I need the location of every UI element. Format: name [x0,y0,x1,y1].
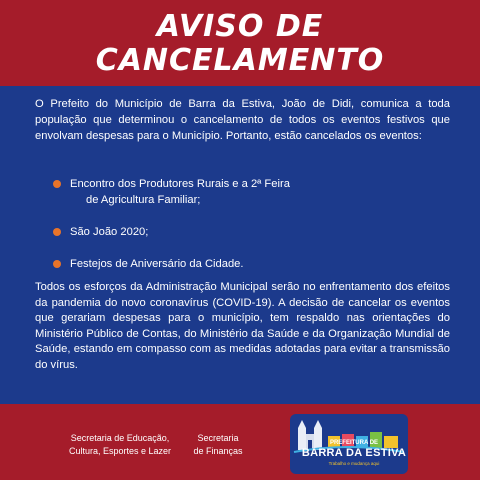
secretaria-educacao-line-1: Secretaria de Educação, [70,433,170,443]
secretaria-educacao-line-2: Cultura, Esportes e Lazer [68,446,172,456]
event-item-2-text: São João 2020; [70,226,149,238]
intro-paragraph: O Prefeito do Município de Barra da Estiva, João de Didi, comunica a toda população que determinou o cancelamento de todos os eventos festivos que envolvam despesas para o Município. Portanto, estão cancelados os eventos: [35,98,450,142]
event-item-2 [70,224,148,240]
logo-name-line-1: PREFEITURA DE [329,440,379,446]
logo-tagline: Trabalho e mudança aqui [328,461,380,466]
secretaria-educacao [60,432,180,458]
secretaria-financas-line-2: de Finanças [193,446,243,456]
event-item-1-continuation: de Agricultura Familiar; [86,194,201,206]
logo-name-line-2: BARRA DA ESTIVA [301,447,407,459]
event-item-3 [70,256,244,272]
title-line-1: AVISO DE [156,9,324,44]
event-item-1 [70,176,290,192]
header-band [0,0,480,86]
secretaria-financas-line-1: Secretaria [197,433,239,443]
event-item-3-text: Festejos de Aniversário da Cidade. [70,258,244,270]
bullet-icon [53,228,61,236]
secretaria-financas [188,432,248,458]
closing-paragraph: Todos os esforços da Administração Municipal serão no enfrentamento dos efeitos da pandemia do novo coronavírus (COVID-19). A decisão de cancelar os eventos que gerariam despesas para o município, tem respaldo nas orientações do Ministério Público de Contas, do Ministério da Saúde e da Organização Mundial de Saúde, estando em compasso com as medidas adotadas para evitar a transmissão do vírus. [35,281,450,371]
content-panel [0,86,480,404]
bullet-icon [53,260,61,268]
event-item-1-text: Encontro dos Produtores Rurais e a 2ª Feira [70,178,290,190]
footer-band [0,404,480,480]
title-line-2: CANCELAMENTO [95,43,385,78]
bullet-icon [53,180,61,188]
